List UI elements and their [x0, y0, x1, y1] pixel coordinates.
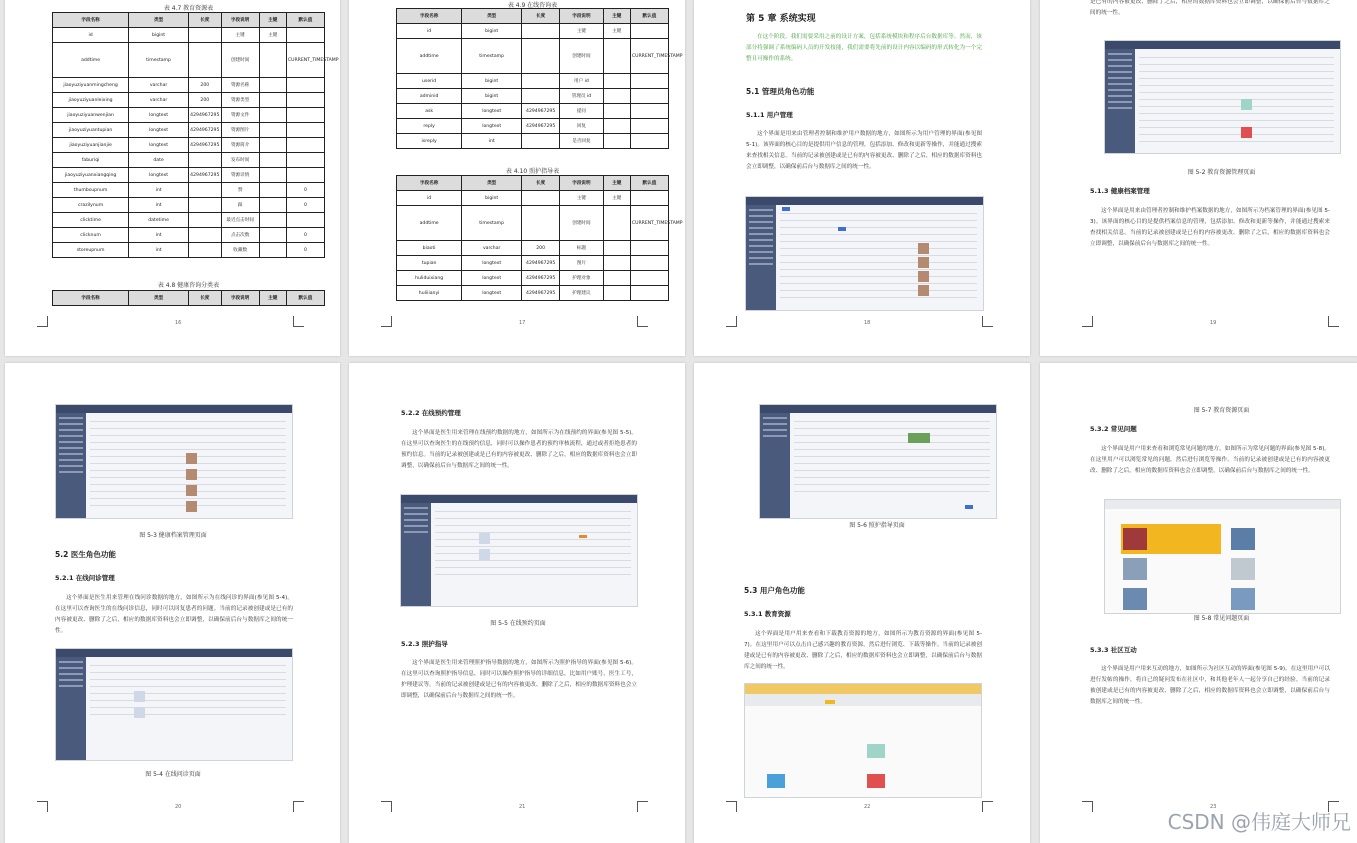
table-cell [259, 183, 286, 198]
table-cell: varchar [129, 93, 189, 108]
table-cell: longtext [462, 256, 522, 271]
subsection-title: 5.2.2 在线预约管理 [401, 409, 461, 417]
body-paragraph: 这个界面是用来由管理者控制和维护用户数据的地方，如图所示为用户管理的界面(参见图 5-1)。该界面的核心目的是提供用户信息的管理，包括添加、修改和更新等操作，并能通过搜索来查找相关信息。当前的记录被创建或是已有的内容被更改、删除了之后，相应的数据库资料也会立即调整，以确保前后台与数据库之间的统一性。 [746, 131, 982, 170]
table-cell [286, 213, 324, 228]
table-cell: CURRENT_TIMESTAMP [630, 206, 668, 241]
table-cell: longtext [462, 286, 522, 301]
table-cell: 图片 [560, 256, 604, 271]
table-cell: 200 [188, 93, 221, 108]
table-cell: 最近点击时间 [221, 213, 259, 228]
table-cell: longtext [129, 108, 189, 123]
table-cell [630, 256, 668, 271]
table-row [53, 108, 325, 123]
table-cell: adminid [397, 89, 462, 104]
table-header-row [397, 176, 669, 191]
table-cell [286, 28, 324, 43]
table-cell: huliduixiang [397, 271, 462, 286]
crop-mark [293, 316, 304, 327]
table-cell: varchar [462, 241, 522, 256]
table-cell: 4294967295 [522, 104, 560, 119]
watermark: CSDN @伟庭大师兄 [1167, 810, 1351, 834]
table-cell: 0 [286, 198, 324, 213]
crop-mark [293, 801, 304, 812]
table-cell: 标题 [560, 241, 604, 256]
page-18 [694, 0, 1030, 356]
table-cell: datetime [129, 213, 189, 228]
table-cell: 资源名称 [221, 78, 259, 93]
table-row [397, 119, 669, 134]
table-cell: 发布时间 [221, 153, 259, 168]
table-cell [259, 108, 286, 123]
page-23 [1040, 363, 1357, 843]
table-cell: longtext [462, 271, 522, 286]
subsection-title: 5.3.1 教育资源 [744, 610, 791, 618]
table-cell: 管理员 id [560, 89, 604, 104]
table-cell [603, 104, 630, 119]
table-cell: 资源文件 [221, 108, 259, 123]
table-cell: 4294967295 [188, 108, 221, 123]
page-number: 20 [175, 804, 182, 810]
section-title: 5.3 用户角色功能 [744, 586, 805, 595]
table-cell: clicknum [53, 228, 129, 243]
table-cell: timestamp [462, 39, 522, 74]
page-number: 17 [519, 320, 526, 326]
chapter-title: 第 5 章 系统实现 [746, 14, 816, 24]
table-cell [603, 256, 630, 271]
section-title: 5.1 管理员角色功能 [746, 87, 815, 96]
table-cell: 点击次数 [221, 228, 259, 243]
table-cell: 4294967295 [188, 123, 221, 138]
table-cell: longtext [129, 168, 189, 183]
table-cell [188, 28, 221, 43]
health-record-screenshot [55, 404, 293, 519]
table-cell: 创建时间 [560, 206, 604, 241]
table-cell [259, 93, 286, 108]
table-cell: 0 [286, 183, 324, 198]
table-cell: jiaoyuziyuanxiangqing [53, 168, 129, 183]
table-row [397, 206, 669, 241]
table-row [397, 271, 669, 286]
table-cell: 字段说明 [221, 291, 259, 306]
table-cell [603, 206, 630, 241]
table-cell: timestamp [129, 43, 189, 78]
table-cell: 类型 [129, 13, 189, 28]
subsection-title: 5.1.3 健康档案管理 [1090, 187, 1150, 195]
figure-caption: 图 5-4 在线问诊页面 [145, 771, 201, 778]
table-cell: id [397, 191, 462, 206]
table-cell [259, 213, 286, 228]
crop-mark [726, 316, 737, 327]
table-cell: faburiqi [53, 153, 129, 168]
table-cell: 4294967295 [188, 138, 221, 153]
table-cell: 主键 [560, 191, 604, 206]
table-cell [259, 138, 286, 153]
table-cell: 回复 [560, 119, 604, 134]
table-header-row [53, 291, 325, 306]
table-cell: bigint [129, 28, 189, 43]
table-cell: 0 [286, 243, 324, 258]
table-cell: bigint [462, 89, 522, 104]
body-paragraph: 这个界面是用户用来互动的地方，如图所示为社区互动的界面(参见图 5-9)。在这里用户可以进行发帖的操作，将自己的疑问发布在社区中，和其他老年人一起分享自己的经验。当前的记录被创建或是已有的内容被更改、删除了之后，相应的数据库资料也会立即调整，以确保前后台与数据库之间的统一性。 [1090, 666, 1330, 705]
table-cell: 4294967295 [522, 271, 560, 286]
table-cell: jiaoyuziyuanleixing [53, 93, 129, 108]
table-cell: 护理建议 [560, 286, 604, 301]
table-cell [630, 119, 668, 134]
online-consult-screenshot [55, 648, 293, 761]
table-cell: CURRENT_TIMESTAMP [630, 39, 668, 74]
table-cell: 类型 [129, 291, 189, 306]
table-cell [286, 138, 324, 153]
table-header-row [397, 9, 669, 24]
table-row [53, 168, 325, 183]
table-cell: 主键 [560, 24, 604, 39]
table-cell: 资源简介 [221, 138, 259, 153]
table-cell [603, 134, 630, 149]
table-cell: int [462, 134, 522, 149]
table-cell: 4294967295 [522, 119, 560, 134]
body-paragraph: 是已有的内容被更改、删除了之后，相应的数据库资料也会立即调整，以确保前后台与数据库之间的统一性。 [1090, 0, 1330, 16]
table-cell: thumbsupnum [53, 183, 129, 198]
table-cell: 踩 [221, 198, 259, 213]
table-cell [522, 39, 560, 74]
table-row [397, 24, 669, 39]
crop-mark [1082, 316, 1093, 327]
table-row [397, 241, 669, 256]
table-cell: reply [397, 119, 462, 134]
table-cell [286, 168, 324, 183]
crop-mark [982, 316, 993, 327]
table-cell [630, 89, 668, 104]
table-cell: varchar [129, 78, 189, 93]
subsection-title: 5.3.3 社区互动 [1090, 646, 1137, 654]
table-cell [630, 24, 668, 39]
table-cell: 字段说明 [221, 13, 259, 28]
page-22 [694, 363, 1030, 843]
crop-mark [381, 801, 392, 812]
table-cell [603, 74, 630, 89]
table-row [53, 93, 325, 108]
body-paragraph: 这个界面是用户用来查看和浏览常见问题的地方，如图所示为常见问题的界面(参见图 5-8)。在这里用户可以浏览常见的问题，然后进行浏览等操作。当前的记录被创建或是已有的内容被更改、删除了之后，相应的数据库资料也会立即调整，以确保前后台与数据库之间的统一性。 [1090, 446, 1330, 474]
table-cell: 类型 [462, 9, 522, 24]
table-cell [188, 183, 221, 198]
table-cell [259, 123, 286, 138]
table-cell [188, 198, 221, 213]
table-cell: 主键 [603, 24, 630, 39]
user-education-screenshot [744, 683, 982, 798]
table-cell: bigint [462, 74, 522, 89]
table-cell: 主键 [259, 13, 286, 28]
table-cell: 资源图片 [221, 123, 259, 138]
table-cell: jiaoyuziyuanmingcheng [53, 78, 129, 93]
table-cell: 护理对象 [560, 271, 604, 286]
table-cell [286, 153, 324, 168]
table-row [397, 191, 669, 206]
table-cell [630, 271, 668, 286]
table-cell [286, 78, 324, 93]
crop-mark [726, 801, 737, 812]
table-cell: 默认值 [286, 291, 324, 306]
table-cell: 提问 [560, 104, 604, 119]
table-row [53, 243, 325, 258]
page-number: 19 [1210, 320, 1217, 326]
table-row [53, 138, 325, 153]
table-cell: addtime [53, 43, 129, 78]
table-cell [188, 213, 221, 228]
table-cell [522, 74, 560, 89]
table-cell [286, 93, 324, 108]
table-cell: 默认值 [630, 176, 668, 191]
table-header-row [53, 13, 325, 28]
care-guide-screenshot [759, 404, 997, 519]
table-row [53, 78, 325, 93]
table-cell [188, 43, 221, 78]
education-resource-screenshot [1104, 40, 1341, 154]
figure-caption: 图 5-6 照护指导页面 [849, 522, 905, 529]
table-cell [630, 104, 668, 119]
table-cell [188, 228, 221, 243]
table-cell [603, 241, 630, 256]
crop-mark [637, 316, 648, 327]
page-number: 23 [1210, 804, 1217, 810]
table-cell: id [53, 28, 129, 43]
table-cell [630, 241, 668, 256]
table-cell [286, 123, 324, 138]
page-16 [5, 0, 340, 356]
body-paragraph: 这个界面是用来由管理者控制和维护档案数据的地方，如图所示为档案管理的界面(参见图 5-3)。该界面的核心目的是提供档案信息的管理，包括添加、修改和更新等操作，并能通过搜索来查找相关信息。当前的记录被创建或是已有的内容被更改、删除了之后，相应的数据库资料也会立即调整，以确保前后台与数据库之间的统一性。 [1090, 208, 1330, 247]
table-cell: tupian [397, 256, 462, 271]
table-row [53, 213, 325, 228]
table-cell [522, 191, 560, 206]
table-cell: 收藏数 [221, 243, 259, 258]
page-number: 16 [175, 320, 182, 326]
table-cell [259, 228, 286, 243]
table-cell: int [129, 228, 189, 243]
table-cell: addtime [397, 206, 462, 241]
table-cell [603, 119, 630, 134]
table-row [53, 183, 325, 198]
online-appointment-screenshot [400, 494, 638, 607]
page-number: 18 [864, 320, 871, 326]
table-cell: int [129, 198, 189, 213]
table-cell: CURRENT_TIMESTAMP [286, 43, 324, 78]
table-cell: clicktime [53, 213, 129, 228]
table-cell: 长度 [188, 291, 221, 306]
table-cell [522, 24, 560, 39]
health-category-table [52, 290, 325, 306]
table-cell [603, 89, 630, 104]
table-cell: 资源类型 [221, 93, 259, 108]
intro-paragraph: 在这个阶段，我们需要采用之前的设计方案，包括系统模块和程序后台数据库等。然而，该部分将强调了系统编码人员的开发技能，我们需要将先前的设计内容以编码的形式转化为一个完整且可操作的系统。 [746, 34, 982, 62]
table-caption: 表 4.9 在线咨询表 [507, 2, 558, 9]
table-cell: 主键 [603, 191, 630, 206]
figure-caption: 图 5-3 健康档案管理页面 [139, 532, 207, 539]
table-cell: bigint [462, 191, 522, 206]
table-cell: ask [397, 104, 462, 119]
table-row [397, 39, 669, 74]
table-cell [522, 206, 560, 241]
page-number: 22 [864, 804, 871, 810]
subsection-title: 5.1.1 用户管理 [746, 111, 793, 119]
table-caption: 表 4.10 照护指导表 [505, 168, 560, 175]
table-cell: int [129, 183, 189, 198]
table-cell: jiaoyuziyuanjianjie [53, 138, 129, 153]
table-row [53, 153, 325, 168]
table-cell: 字段名称 [397, 9, 462, 24]
table-cell: userid [397, 74, 462, 89]
table-cell: 字段说明 [560, 176, 604, 191]
table-cell [259, 78, 286, 93]
table-cell [188, 153, 221, 168]
table-cell [259, 198, 286, 213]
table-cell [188, 243, 221, 258]
table-cell: 字段名称 [397, 176, 462, 191]
table-cell: 主键 [259, 291, 286, 306]
table-cell: 资源详情 [221, 168, 259, 183]
page-20 [5, 363, 340, 843]
table-cell [522, 89, 560, 104]
table-cell: bigint [462, 24, 522, 39]
table-cell: 字段说明 [560, 9, 604, 24]
table-cell: 主键 [221, 28, 259, 43]
table-cell: 长度 [188, 13, 221, 28]
table-cell: 创建时间 [560, 39, 604, 74]
table-cell [259, 43, 286, 78]
user-management-screenshot [745, 196, 984, 311]
table-cell: huliiianyi [397, 286, 462, 301]
table-cell: longtext [129, 123, 189, 138]
table-cell: jiaoyuziyuanwenjian [53, 108, 129, 123]
faq-screenshot [1104, 499, 1341, 614]
table-cell [603, 286, 630, 301]
table-cell: 是否回复 [560, 134, 604, 149]
table-cell [603, 39, 630, 74]
table-cell [630, 74, 668, 89]
table-row [397, 256, 669, 271]
table-cell: int [129, 243, 189, 258]
page-number: 21 [519, 804, 526, 810]
table-row [53, 123, 325, 138]
body-paragraph: 这个界面是医生用来管理在线预约数据的地方，如图所示为在线预约的界面(参见图 5-5)。在这里可以查询医生的在线预约信息，同时可以操作患者的预约审核流程，通过或者拒绝患者的预约信息。当前的记录被创建或是已有的内容被更改、删除了之后，相应的数据库资料也会立即调整，以确保前后台与数据库之间的统一性。 [401, 430, 637, 469]
table-row [397, 104, 669, 119]
page-21 [349, 363, 685, 843]
table-cell [603, 271, 630, 286]
table-cell: id [397, 24, 462, 39]
subsection-title: 5.2.1 在线问诊管理 [55, 574, 115, 582]
table-row [53, 43, 325, 78]
section-title: 5.2 医生角色功能 [55, 550, 116, 559]
table-cell: 0 [286, 228, 324, 243]
crop-mark [637, 801, 648, 812]
table-caption: 表 4.8 健康咨询分类表 [157, 282, 220, 289]
table-cell: biaoti [397, 241, 462, 256]
table-cell: date [129, 153, 189, 168]
table-cell: 4294967295 [522, 286, 560, 301]
table-cell: 默认值 [286, 13, 324, 28]
table-cell: 200 [522, 241, 560, 256]
table-row [397, 286, 669, 301]
table-cell: 4294967295 [522, 256, 560, 271]
table-cell [630, 134, 668, 149]
table-cell: addtime [397, 39, 462, 74]
table-cell: 字段名称 [53, 291, 129, 306]
table-cell [522, 134, 560, 149]
table-cell: storeupnum [53, 243, 129, 258]
table-cell: 主键 [259, 28, 286, 43]
education-resource-table [52, 12, 339, 258]
table-cell: timestamp [462, 206, 522, 241]
table-cell [286, 108, 324, 123]
table-cell: 主键 [603, 176, 630, 191]
table-cell: isreply [397, 134, 462, 149]
table-cell [630, 191, 668, 206]
table-caption: 表 4.7 教育资源表 [163, 5, 214, 12]
subsection-title: 5.2.3 照护指导 [401, 640, 448, 648]
table-cell: jiaoyuziyuantupian [53, 123, 129, 138]
table-cell: longtext [129, 138, 189, 153]
table-cell: crazilynum [53, 198, 129, 213]
table-cell: 字段名称 [53, 13, 129, 28]
table-cell [259, 153, 286, 168]
table-cell: 200 [188, 78, 221, 93]
crop-mark [1082, 801, 1093, 812]
table-cell [259, 243, 286, 258]
body-paragraph: 这个界面是医生用来管理在线问诊数据的地方，如图所示为在线问诊的界面(参见图 5-4)。在这里可以查询医生的在线问诊信息，同时可以回复患者的问题。当前的记录被创建或是已有的内容被更改、删除了之后，相应的数据库资料也会立即调整，以确保前后台与数据库之间的统一性。 [55, 595, 293, 634]
crop-mark [381, 316, 392, 327]
table-cell: 创建时间 [221, 43, 259, 78]
table-cell: 默认值 [630, 9, 668, 24]
figure-caption: 图 5-7 教育资源页面 [1193, 407, 1250, 414]
table-cell: 类型 [462, 176, 522, 191]
figure-caption: 图 5-2 教育资源管理页面 [1187, 169, 1256, 176]
table-cell [630, 286, 668, 301]
table-cell: 长度 [522, 9, 560, 24]
table-row [53, 228, 325, 243]
subsection-title: 5.3.2 常见问题 [1090, 425, 1137, 433]
table-cell: 4294967295 [188, 168, 221, 183]
table-cell: 长度 [522, 176, 560, 191]
crop-mark [982, 801, 993, 812]
crop-mark [1328, 316, 1339, 327]
table-cell: 主键 [603, 9, 630, 24]
table-cell: longtext [462, 119, 522, 134]
table-row [53, 28, 325, 43]
table-cell [259, 168, 286, 183]
table-row [397, 134, 669, 149]
page-19 [1040, 0, 1357, 356]
body-paragraph: 这个界面是医生用来管理照护指导数据的地方，如图所示为照护指导的界面(参见图 5-6)。在这里可以查询照护指导信息，同时可以操作照护指导的详细信息，比如用户账号，医生工号，护理建议等。当前的记录被创建或是已有的内容被更改、删除了之后，相应的数据库资料也会立即调整，以确保前后台与数据库之间的统一性。 [401, 660, 637, 699]
table-cell: 赞 [221, 183, 259, 198]
crop-mark [37, 801, 48, 812]
table-row [53, 198, 325, 213]
table-row [397, 89, 669, 104]
crop-mark [37, 316, 48, 327]
care-guide-table [396, 175, 683, 301]
figure-caption: 图 5-5 在线预约页面 [490, 620, 546, 627]
table-cell: 用户 id [560, 74, 604, 89]
table-cell: longtext [462, 104, 522, 119]
page-17 [349, 0, 685, 356]
online-consult-table [396, 8, 683, 149]
figure-caption: 图 5-8 常见问题页面 [1193, 615, 1250, 622]
table-row [397, 74, 669, 89]
body-paragraph: 这个界面是用户用来查看和下载教育资源的地方，如图所示为教育资源的界面(参见图 5-7)。在这里用户可以点击自己感兴趣的教育资源，然后进行浏览、下载等操作。当前的记录被创建或是已有的内容被更改、删除了之后，相应的数据库资料也会立即调整，以确保前后台与数据库之间的统一性。 [744, 631, 982, 670]
